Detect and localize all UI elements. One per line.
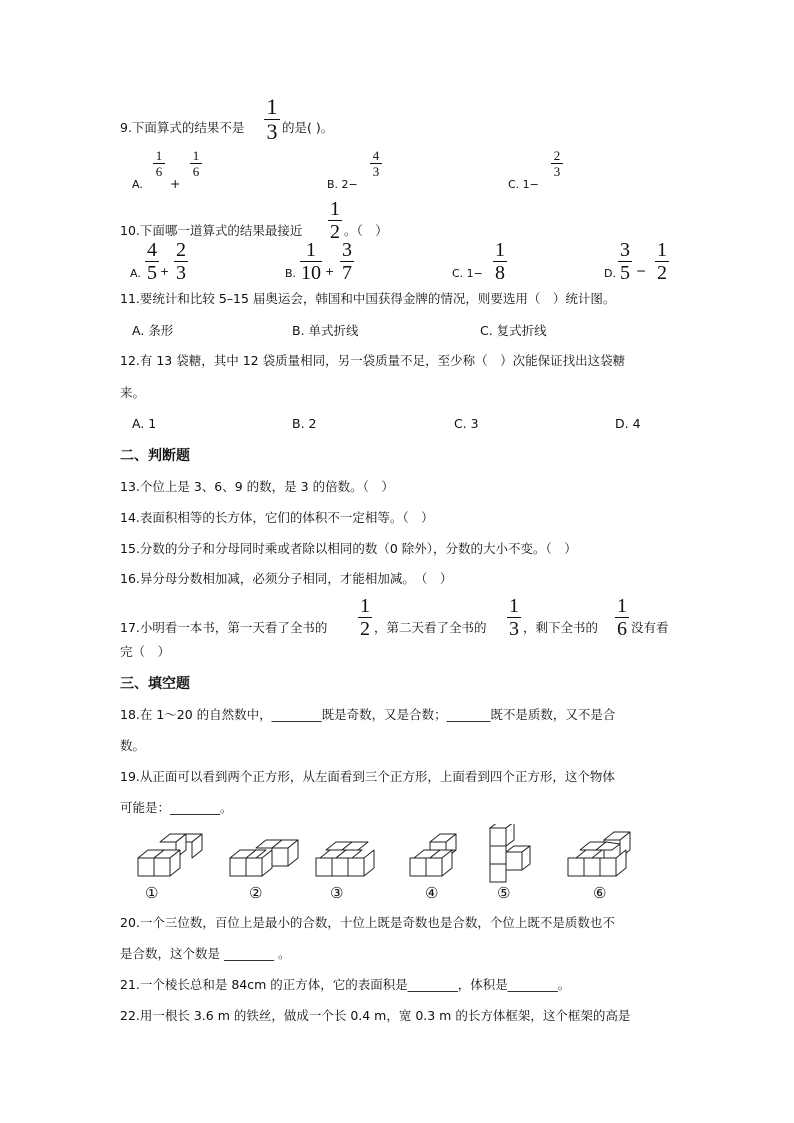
q9-option-c-label: C. 1− — [508, 178, 539, 191]
q9-option-c-fraction: 2 3 — [551, 149, 563, 178]
q17-text-part3: ，剩下全书的 — [523, 620, 599, 635]
q12-option-b: B. 2 — [292, 416, 317, 431]
q10-option-a-operator: + — [160, 265, 170, 278]
q16: 16.异分母分数相加减，必须分子相同，才能相加减。 （ ） — [120, 571, 453, 586]
q18-line1: 18.在 1～20 的自然数中，________既是奇数，又是合数；_______既不是质数，又不是合 — [120, 707, 616, 722]
q18-line2: 数。 — [120, 738, 146, 753]
q9-stem: 9.下面算式的结果不是 — [120, 120, 245, 135]
q9-option-a-operator: + — [170, 176, 181, 191]
q12-stem-line2: 来。 — [120, 385, 146, 400]
q10-option-d-fraction2: 1 2 — [657, 239, 667, 284]
q11-stem: 11.要统计和比较 5–15 届奥运会，韩国和中国获得金牌的情况，则要选用（ ）统计图。 — [120, 291, 616, 306]
q9-stem-fraction: 1 3 — [264, 96, 280, 143]
q20-line2: 是合数，这个数是 ________ 。 — [120, 946, 291, 961]
q9-stem-end: 的是( )。 — [282, 120, 334, 135]
figure-6-cubes — [568, 832, 630, 876]
q9-option-b-label: B. 2− — [327, 178, 358, 191]
q10-option-c-label: C. 1− — [452, 267, 483, 280]
q12-stem-line1: 12.有 13 袋糖，其中 12 袋质量相同，另一袋质量不足，至少称（ ）次能保证找出这袋糖 — [120, 353, 626, 368]
q10-option-d-operator: − — [636, 263, 647, 278]
q10-option-c-fraction: 1 8 — [495, 239, 505, 284]
q10-option-d-fraction1: 3 5 — [620, 239, 630, 284]
q12-option-c: C. 3 — [454, 416, 479, 431]
figure-1-cubes — [138, 834, 202, 876]
figure-label-4: ④ — [425, 884, 439, 902]
q10-stem: 10.下面哪一道算式的结果最接近 — [120, 223, 303, 238]
q12-option-a: A. 1 — [132, 416, 157, 431]
q17-text-part4: 没有看 — [631, 620, 669, 635]
figure-5-cubes — [490, 824, 530, 882]
q10-stem-fraction: 1 2 — [330, 198, 340, 243]
q10-option-a-fraction1: 4 5 — [147, 239, 157, 284]
figure-4-cubes — [410, 834, 456, 876]
q10-option-b-fraction1: 1 10 — [301, 239, 321, 284]
q21: 21.一个棱长总和是 84cm 的正方体，它的表面积是________，体积是________。 — [120, 977, 571, 992]
q17-text-part2: ，第二天看了全书的 — [374, 620, 487, 635]
q10-stem-end: 。（ ） — [344, 223, 388, 238]
q11-option-a: A. 条形 — [132, 323, 174, 338]
q9-option-a-fraction1: 1 6 — [153, 149, 165, 178]
figure-3-cubes — [316, 842, 374, 876]
figure-label-1: ① — [145, 884, 159, 902]
q17-text-part1: 17.小明看一本书，第一天看了全书的 — [120, 620, 328, 635]
q14: 14.表面积相等的长方体，它们的体积不一定相等。（ ） — [120, 510, 434, 525]
q10-option-a-fraction2: 2 3 — [176, 239, 186, 284]
figure-2-cubes — [230, 840, 298, 876]
section3-title: 三、填空题 — [120, 676, 190, 692]
q17-text-line2: 完（ ） — [120, 644, 171, 659]
q9-option-a-fraction2: 1 6 — [190, 149, 202, 178]
q10-option-b-fraction2: 3 7 — [342, 239, 352, 284]
figure-label-2: ② — [249, 884, 263, 902]
q19-line2: 可能是：________。 — [120, 800, 233, 815]
q19-cube-figures — [130, 824, 650, 906]
q12-option-d: D. 4 — [615, 416, 641, 431]
figure-label-6: ⑥ — [593, 884, 607, 902]
q10-option-a-label: A. — [130, 267, 141, 280]
q17-fraction-1: 1 2 — [360, 595, 370, 640]
q15: 15.分数的分子和分母同时乘或者除以相同的数（0 除外），分数的大小不变。（ ） — [120, 541, 577, 556]
q17-fraction-3: 1 6 — [617, 595, 627, 640]
q11-option-c: C. 复式折线 — [480, 323, 547, 338]
q9-option-b-fraction: 4 3 — [370, 149, 382, 178]
q17-fraction-2: 1 3 — [509, 595, 519, 640]
figure-label-3: ③ — [330, 884, 344, 902]
q19-line1: 19.从正面可以看到两个正方形，从左面看到三个正方形，上面看到四个正方形，这个物体 — [120, 769, 615, 784]
section2-title: 二、判断题 — [120, 448, 190, 464]
q10-option-b-label: B. — [285, 267, 297, 280]
q22: 22.用一根长 3.6 m 的铁丝，做成一个长 0.4 m，宽 0.3 m 的长方体框架，这个框架的高是 — [120, 1008, 631, 1023]
q9-option-a-label: A. — [132, 178, 143, 191]
figure-label-5: ⑤ — [497, 884, 511, 902]
q20-line1: 20.一个三位数，百位上是最小的合数，十位上既是奇数也是合数，个位上既不是质数也不 — [120, 915, 615, 930]
q10-option-d-label: D. — [604, 267, 616, 280]
q10-option-b-operator: + — [325, 265, 335, 278]
q11-option-b: B. 单式折线 — [292, 323, 359, 338]
q13: 13.个位上是 3、6、9 的数，是 3 的倍数。（ ） — [120, 479, 394, 494]
